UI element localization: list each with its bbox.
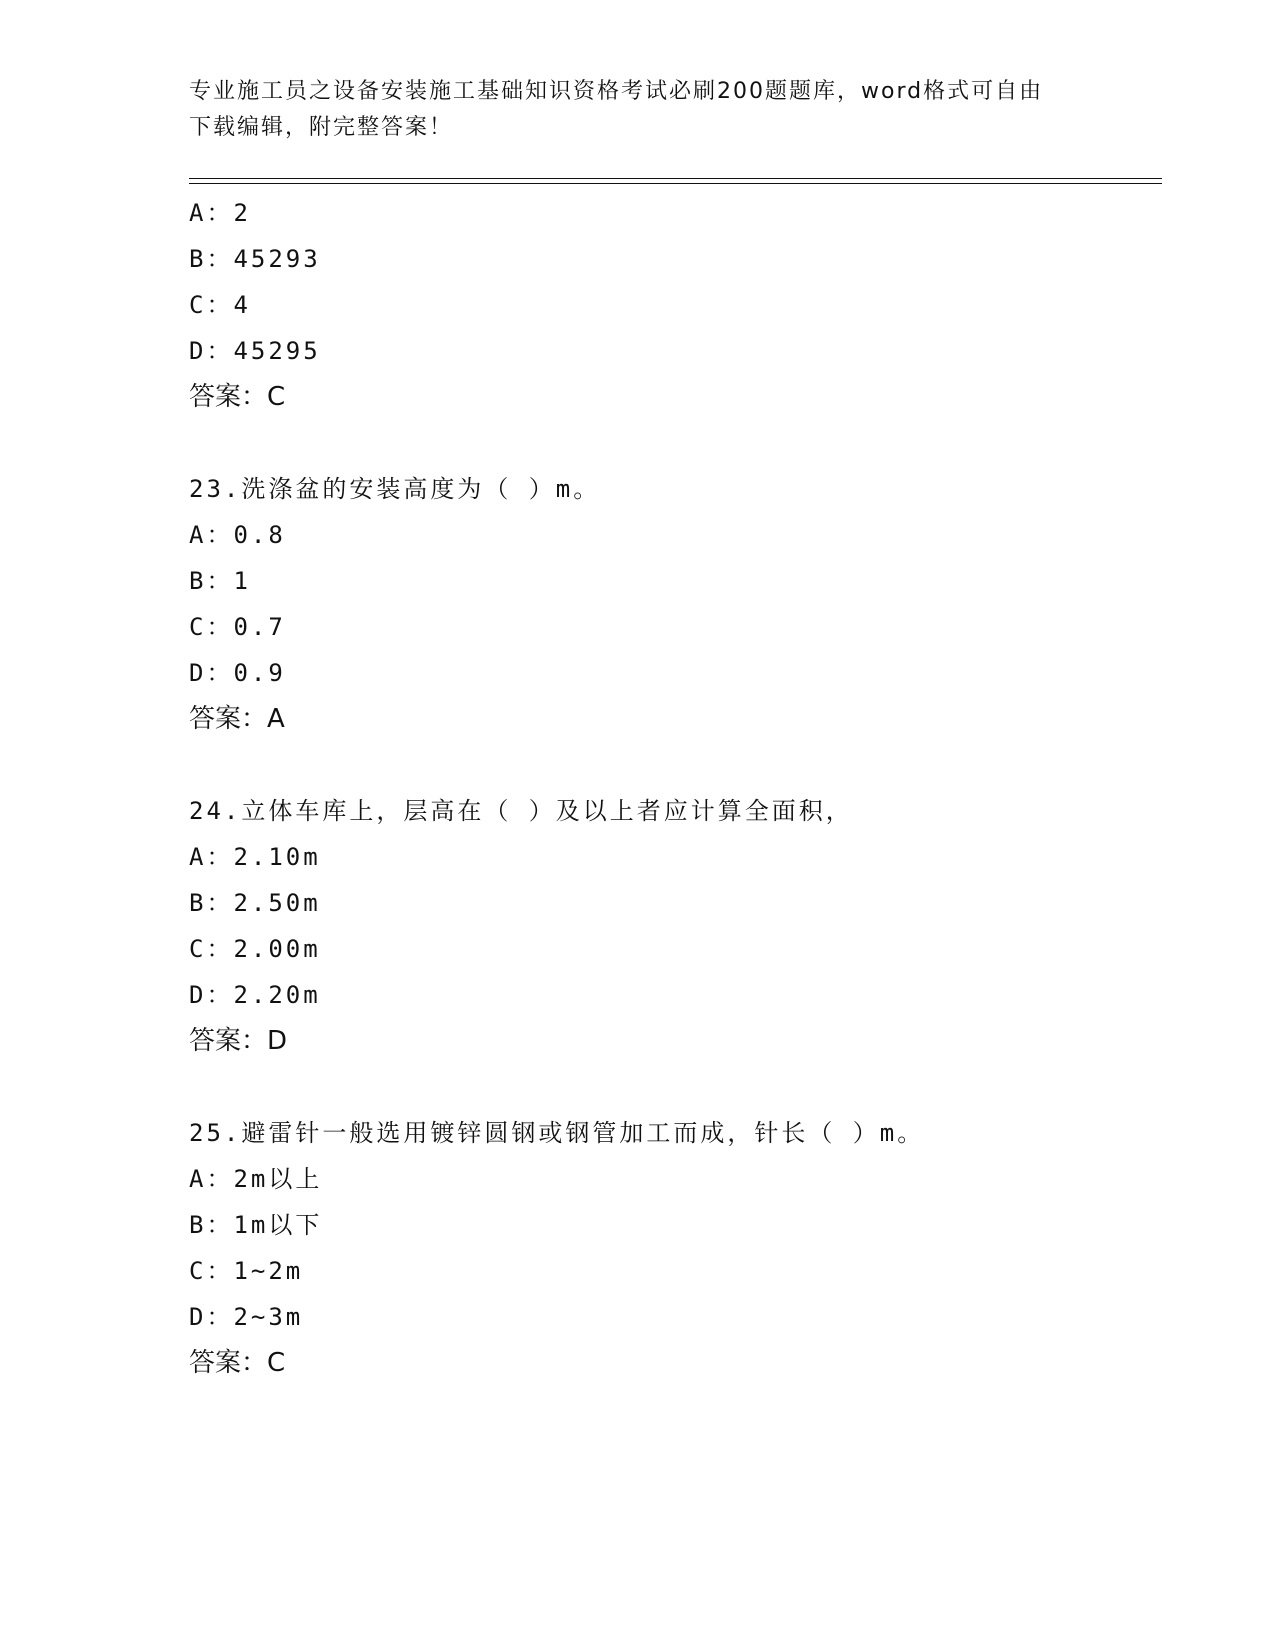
question-block-22 (189, 190, 1149, 420)
option-c: C：4 (189, 291, 251, 319)
option-d: D：2~3m (189, 1303, 304, 1331)
option-b: B：1m以下 (189, 1211, 323, 1239)
document-header (189, 74, 1089, 146)
header-line-2: 下载编辑，附完整答案！ (189, 115, 454, 140)
option-c: C：2.00m (189, 935, 321, 963)
header-line-1: 专业施工员之设备安装施工基础知识资格考试必刷200题题库，word格式可自由 (189, 79, 1044, 104)
option-a: A：2 (189, 199, 251, 227)
header-divider-top (189, 178, 1162, 179)
question-text: 25.避雷针一般选用镀锌圆钢或钢管加工而成，针长（ ）m。 (189, 1119, 925, 1147)
option-a: A：0.8 (189, 521, 286, 549)
option-b: B：45293 (189, 245, 321, 273)
question-text: 23.洗涤盆的安装高度为（ ）m。 (189, 475, 601, 503)
answer-line: 答案：D (189, 1026, 288, 1056)
option-d: D：45295 (189, 337, 321, 365)
answer-line: 答案：C (189, 382, 286, 412)
question-block-25 (189, 1110, 1149, 1386)
question-block-23 (189, 466, 1149, 742)
header-divider-bottom (189, 183, 1162, 184)
option-a: A：2.10m (189, 843, 321, 871)
answer-line: 答案：A (189, 704, 285, 734)
option-c: C：0.7 (189, 613, 286, 641)
answer-line: 答案：C (189, 1348, 286, 1378)
option-a: A：2m以上 (189, 1165, 323, 1193)
question-text: 24.立体车库上，层高在（ ）及以上者应计算全面积， (189, 797, 853, 825)
question-block-24 (189, 788, 1149, 1064)
option-b: B：1 (189, 567, 251, 595)
option-d: D：0.9 (189, 659, 286, 687)
option-d: D：2.20m (189, 981, 321, 1009)
option-b: B：2.50m (189, 889, 321, 917)
option-c: C：1~2m (189, 1257, 304, 1285)
question-list (189, 190, 1149, 1386)
